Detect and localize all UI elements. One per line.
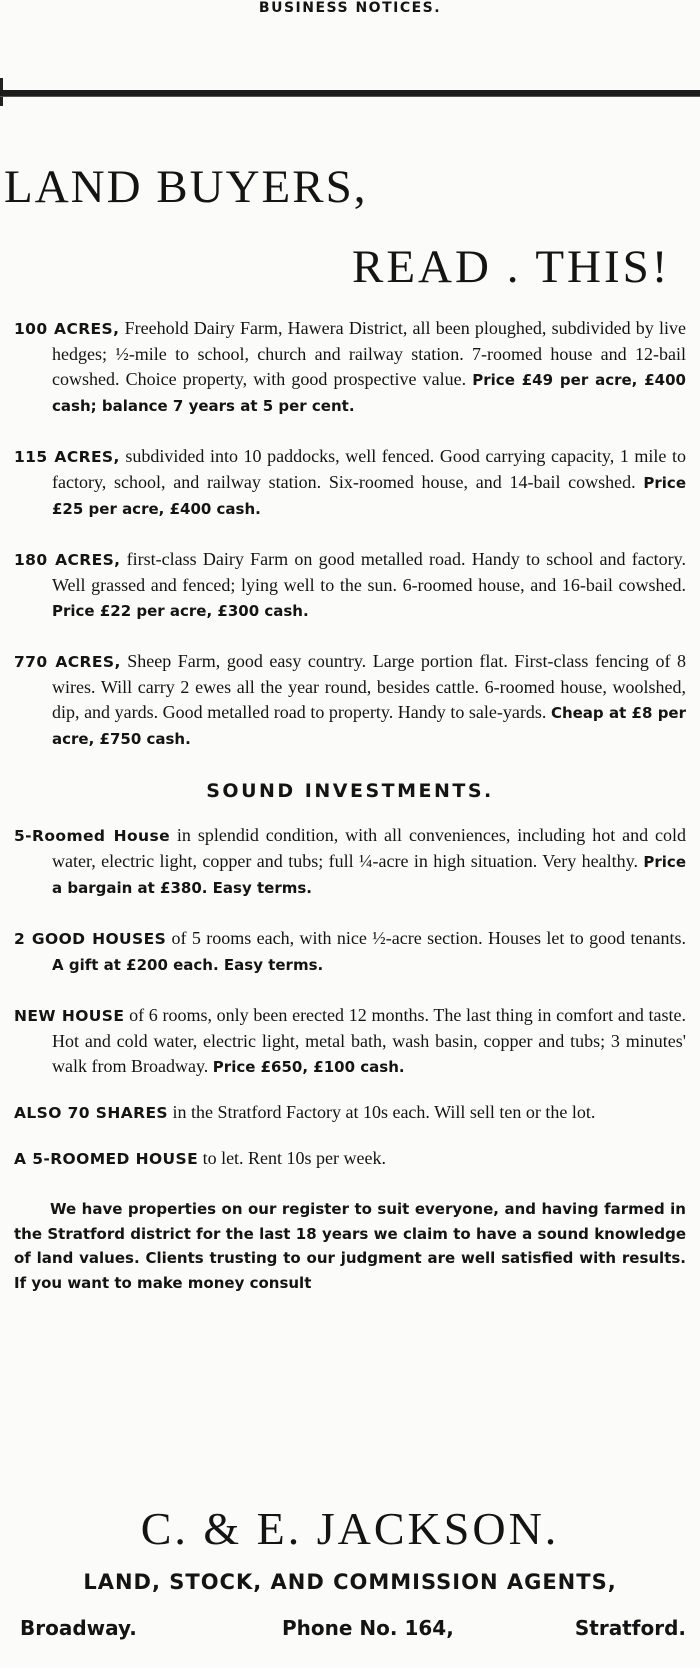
listing-item [14,649,686,752]
listing-lead: 770 ACRES, [14,653,121,671]
investment-price: Price a bargain at £380. Easy terms. [52,853,686,897]
headline-land-buyers: LAND BUYERS, [4,161,368,213]
listing-item [14,547,686,624]
investment-item [14,1003,686,1080]
sound-investments-heading: SOUND INVESTMENTS. [206,780,494,802]
listing-lead: 100 ACRES, [14,320,120,338]
investment-text: to let. Rent 10s per week. [198,1148,387,1168]
listing-price: Price £22 per acre, £300 cash. [52,602,309,620]
listing-price: Cheap at £8 per acre, £750 cash. [52,704,686,748]
listing-item [14,316,686,419]
listing-price: Price £25 per acre, £400 cash. [52,474,686,518]
phone-number: Phone No. 164, [282,1616,454,1640]
investment-item [14,1100,686,1126]
address-street: Broadway. [20,1616,137,1640]
headline-read-this: READ . THIS! [352,241,671,293]
section-title: BUSINESS NOTICES. [258,0,442,16]
listing-text: Freehold Dairy Farm, Hawera District, all been ploughed, subdivided by live hedges; ½-mile to school, church and railway station. 7-roomed house and 12-bail cowshed. Choice property, with good prospective value. [52,318,686,389]
firm-trade: LAND, STOCK, AND COMMISSION AGENTS, [83,1570,617,1594]
listing-lead: 115 ACRES, [14,448,120,466]
investment-text: of 6 rooms, only been erected 12 months. The last thing in comfort and taste. Hot and cold water, electric light, metal bath, wash basin, copper and tubs; 3 minutes' walk from Broadway. [52,1005,687,1076]
listing-lead: 180 ACRES, [14,551,121,569]
address-line [20,1614,686,1642]
investment-lead: ALSO 70 SHARES [14,1104,168,1122]
closing-paragraph: We have properties on our register to suit everyone, and having farmed in the Stratford district for the last 18 years we claim to have a sound knowledge of land values. Clients trusting to our judgment are well satisfied with results. If you want to make money consult [14,1200,686,1292]
listing-item [14,444,686,522]
address-town: Stratford. [574,1616,686,1640]
investment-item [14,823,686,901]
listing-text: Sheep Farm, good easy country. Large portion flat. First-class fencing of 8 wires. Will carry 2 ewes all the year round, besides cattle. 6-roomed house, woolshed, dip, and yards. Good metalled road to property. Handy to sale-yards. [52,651,686,722]
firm-name: C. & E. JACKSON. [140,1503,560,1554]
investment-lead: 5-Roomed House [14,827,171,845]
investment-lead: A 5-ROOMED HOUSE [14,1150,199,1168]
advert-body [14,316,686,1295]
investment-price: Price £650, £100 cash. [212,1058,405,1076]
investment-text: of 5 rooms each, with nice ½-acre section. Houses let to good tenants. [166,928,686,948]
investment-lead: NEW HOUSE [14,1007,125,1025]
heavy-rule [0,90,700,97]
investment-price: A gift at £200 each. Easy terms. [52,956,324,974]
investment-item [14,1146,686,1172]
listing-text: first-class Dairy Farm on good metalled road. Handy to school and factory. Well grassed and fenced; lying well to the sun. 6-roomed house, and 16-bail cowshed. [52,549,686,595]
investment-item [14,926,686,978]
listing-text: subdivided into 10 paddocks, well fenced. Good carrying capacity, 1 mile to factory, school, and railway station. Six-roomed house, and 14-bail cowshed. [52,446,687,492]
investment-lead: 2 GOOD HOUSES [14,930,167,948]
investment-text: in the Stratford Factory at 10s each. Will sell ten or the lot. [168,1102,596,1122]
listing-price: Price £49 per acre, £400 cash; balance 7 years at 5 per cent. [52,371,686,415]
investment-text: in splendid condition, with all conveniences, including hot and cold water, electric light, copper and tubs; full ¼-acre in high situation. Very healthy. [52,825,686,871]
